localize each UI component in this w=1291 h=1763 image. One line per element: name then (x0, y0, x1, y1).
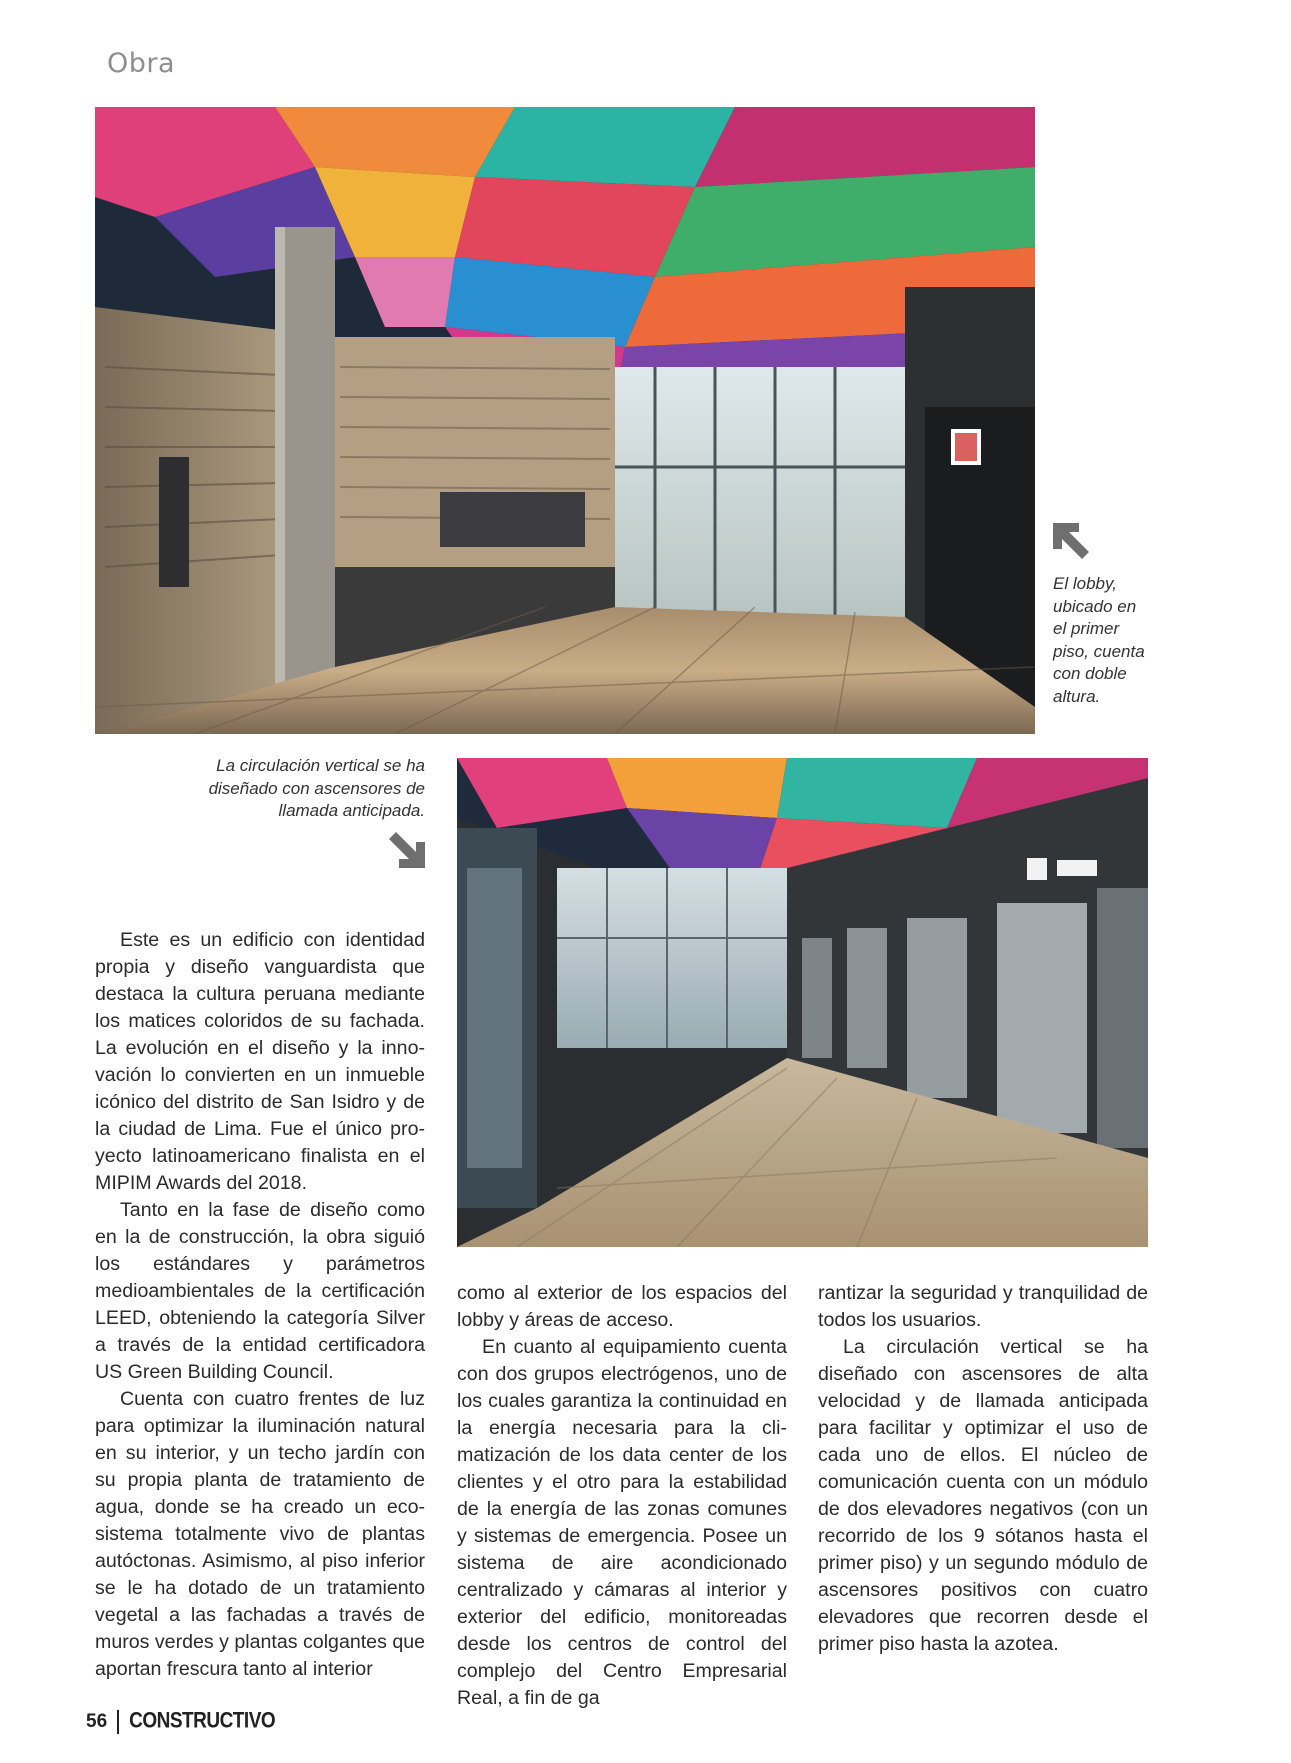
paragraph: Tanto en la fase de diseño como en la de construcción, la obra siguió los estándares y parámetros medioambientales de la certificación LEED, obteniendo la categoría Silver a través de la entidad certificadora US Green Building Council. (95, 1199, 425, 1383)
body-column-3 (818, 1280, 1148, 1658)
paragraph: rantizar la seguridad y tranquilidad de todos los usuarios. (818, 1282, 1148, 1331)
body-column-2 (457, 1280, 787, 1712)
arrow-up-left-icon (1053, 523, 1089, 559)
body-column-1 (95, 927, 425, 1683)
section-label: Obra (107, 48, 176, 79)
arrow-down-right-icon (389, 832, 425, 868)
page-footer (86, 1710, 275, 1734)
magazine-name: CONSTRUCTIVO (129, 1709, 276, 1734)
page-number: 56 (86, 1711, 108, 1732)
lobby-photo (95, 107, 1035, 734)
elevators-photo (457, 758, 1148, 1247)
paragraph: Cuenta con cuatro frentes de luz para optimizar la iluminación natural en su interior, y un techo jardín con su propia planta de tratamiento de agua, donde se ha creado un ecosistema totalmente vivo de plantas autóctonas. Asimismo, al piso inferior se le ha dotado de un tratamiento vegetal a las fachadas a través de muros verdes y plantas colgantes que aportan frescura tanto al interior (95, 1388, 426, 1680)
paragraph: La circulación vertical se ha diseñado con ascensores de alta velocidad y de llamada anticipada para facilitar y optimizar el uso de cada uno de ellos. El núcleo de comunicación cuenta con un módulo de dos elevadores negativos (con un recorrido de los 9 sótanos hasta el primer piso) y un segundo módulo de ascensores positivos con cuatro elevadores que recorren desde el primer piso hasta la azotea. (818, 1336, 1148, 1655)
lobby-caption: El lobby, ubicado en el primer piso, cuenta con doble altura. (1053, 574, 1145, 706)
elevators-caption: La circulación vertical se ha diseñado con ascensores de llamada anticipada. (208, 756, 425, 820)
paragraph: como al exterior de los espacios del lobby y áreas de acceso. (457, 1282, 787, 1331)
paragraph: Este es un edificio con identidad propia y diseño vanguardista que destaca la cultura peruana mediante los matices coloridos de su fachada. La evolución en el diseño y la innovación lo convierten en un inmueble icónico del distrito de San Isidro y de la ciudad de Lima. Fue el único proyecto latinoamericano finalista en el MIPIM Awards del 2018. (95, 929, 425, 1194)
paragraph: En cuanto al equipamiento cuenta con dos grupos electrógenos, uno de los cuales garantiza la continuidad en la energía necesaria para la climatización de los data center de los clientes y el otro para la estabilidad de la energía de las zonas comunes y sistemas de emergencia. Posee un sistema de aire acondicionado centralizado y cámaras al interior y exterior del edificio, monitoreadas desde los centros de control del complejo del Centro Empresarial Real, a fin de ga (457, 1336, 787, 1709)
footer-divider (117, 1710, 119, 1734)
